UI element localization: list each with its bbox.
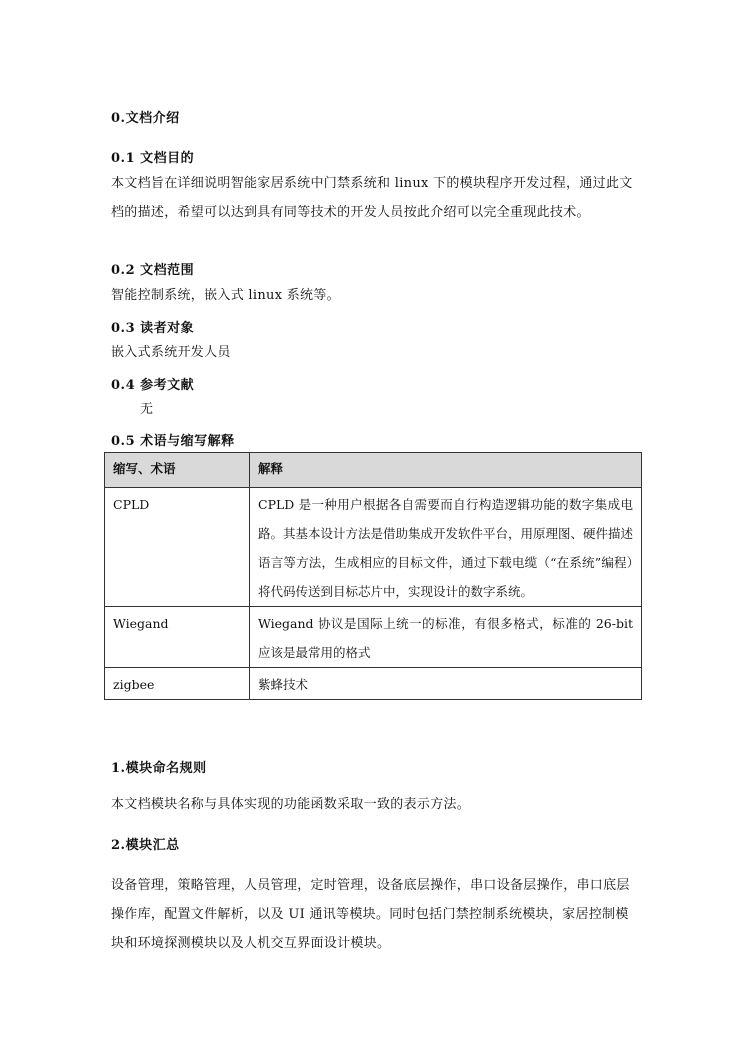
term-cell: Wiegand <box>105 607 250 668</box>
section-heading-0-1: 0.1 文档目的 <box>111 151 195 166</box>
section-heading-0-5: 0.5 术语与缩写解释 <box>111 434 235 449</box>
term-cell: CPLD <box>105 488 250 607</box>
section-heading-0-2: 0.2 文档范围 <box>111 263 195 278</box>
paragraph-summary: 设备管理，策略管理，人员管理，定时管理，设备底层操作，串口设备层操作，串口底层操作库，配置文件解析，以及 UI 通讯等模块。同时包括门禁控制系统模块，家居控制模块和环境探测模块以及人机交互界面设计模块。 <box>111 878 630 951</box>
terms-table <box>104 452 642 700</box>
header-term: 缩写、术语 <box>105 453 250 488</box>
paragraph-naming: 本文档模块名称与具体实现的功能函数采取一致的表示方法。 <box>111 797 471 812</box>
header-description: 解释 <box>250 453 642 488</box>
section-heading-2: 2.模块汇总 <box>111 838 180 853</box>
table-row <box>105 668 642 700</box>
term-cell: zigbee <box>105 668 250 700</box>
table-header-row <box>105 453 642 488</box>
paragraph-scope: 智能控制系统，嵌入式 linux 系统等。 <box>111 288 340 303</box>
section-heading-0-3: 0.3 读者对象 <box>111 321 195 336</box>
description-cell: Wiegand 协议是国际上统一的标准，有很多格式，标准的 26-bit 应该是最常用的格式 <box>250 607 642 668</box>
description-cell: 紫蜂技术 <box>250 668 642 700</box>
table-row <box>105 607 642 668</box>
paragraph-references: 无 <box>140 402 154 417</box>
section-heading-1: 1.模块命名规则 <box>111 761 207 776</box>
table-row <box>105 488 642 607</box>
section-heading-0-4: 0.4 参考文献 <box>111 378 195 393</box>
paragraph-audience: 嵌入式系统开发人员 <box>111 345 231 360</box>
section-heading-0: 0.文档介绍 <box>111 111 180 126</box>
description-cell: CPLD 是一种用户根据各自需要而自行构造逻辑功能的数字集成电路。其基本设计方法是借助集成开发软件平台，用原理图、硬件描述语言等方法，生成相应的目标文件，通过下载电缆（“在系统”编程）将代码传送到目标芯片中，实现设计的数字系统。 <box>250 488 642 607</box>
paragraph-purpose: 本文档旨在详细说明智能家居系统中门禁系统和 linux 下的模块程序开发过程，通过此文档的描述，希望可以达到具有同等技术的开发人员按此介绍可以完全重现此技术。 <box>111 176 633 220</box>
